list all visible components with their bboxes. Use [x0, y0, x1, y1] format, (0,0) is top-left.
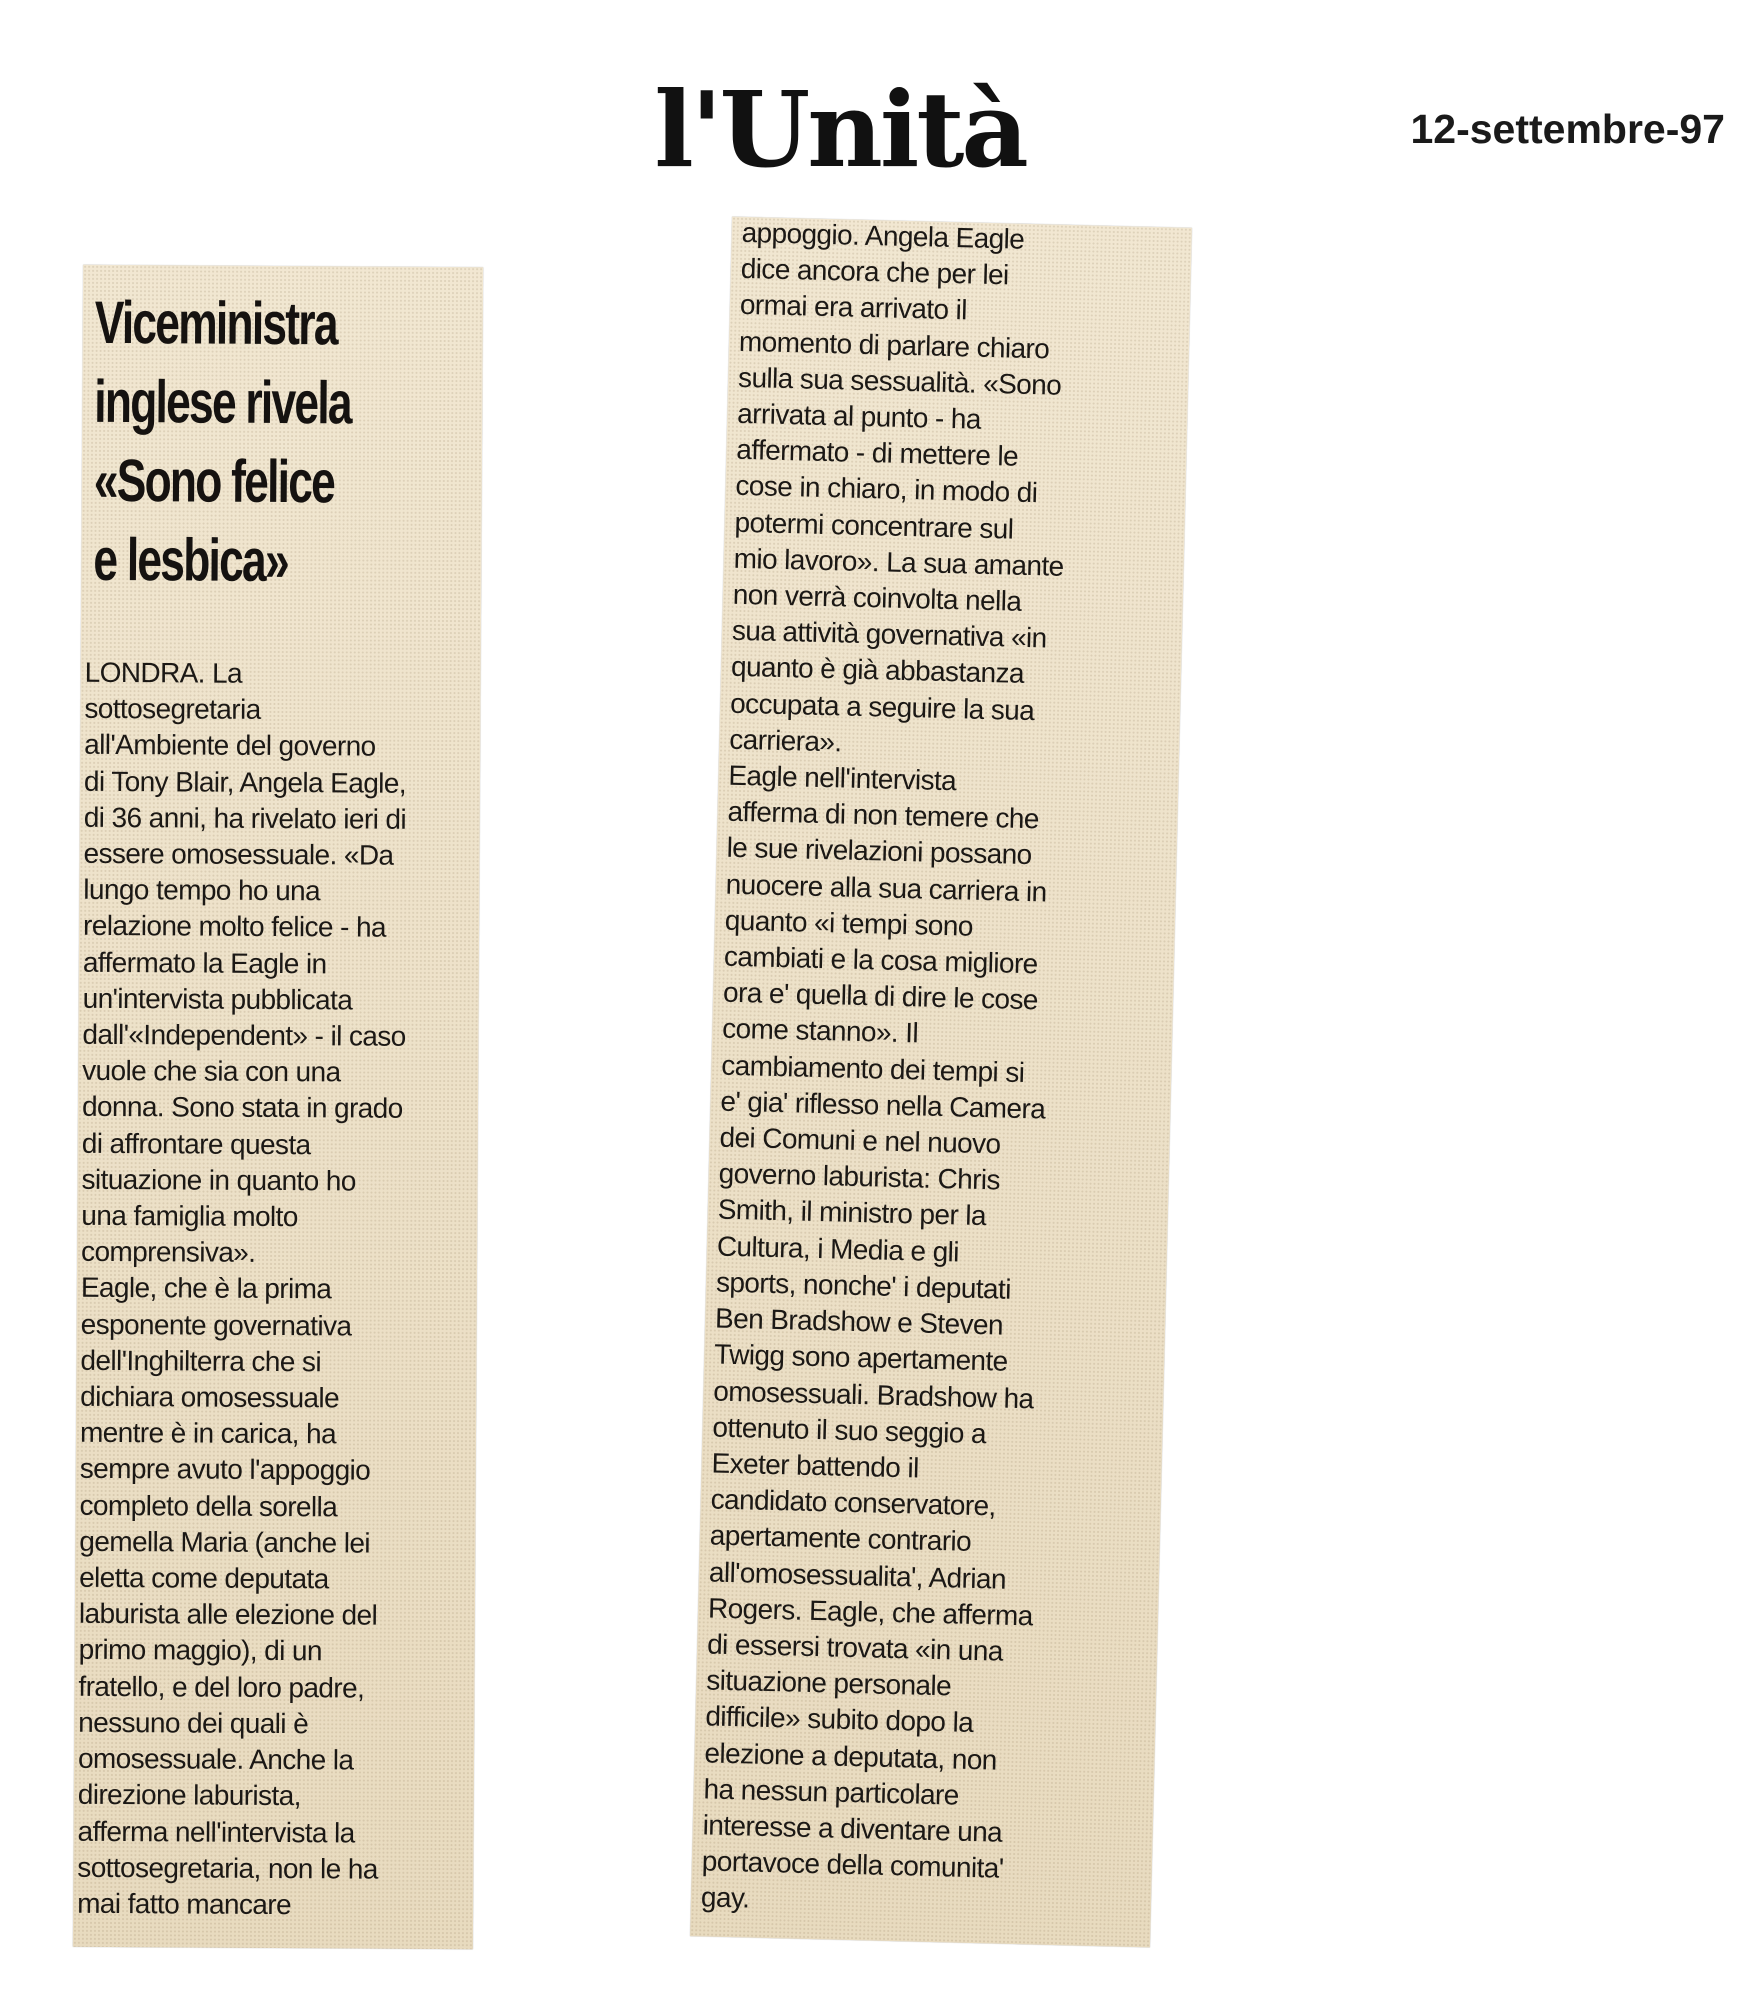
clipping-date: 12-settembre-97 [1410, 106, 1725, 152]
clipping-right-column [690, 217, 1192, 1948]
article-headline: Viceministra inglese rivela «Sono felice e lesbica» [93, 288, 352, 595]
newspaper-logo: l'Unità [654, 68, 1026, 191]
article-body-column-2: appoggio. Angela Eagle dice ancora che per lei ormai era arrivato il momento di parlare chiaro sulla sua sessualità. «Sono arrivata al punto - ha affermato - di mettere le cose in chiaro, in modo di potermi concentrare sul mio lavoro». La sua amante non verrà coinvolta nella sua attività governativa «in quanto è già abbastanza occupata a seguire la sua carriera». Eagle nell'intervista afferma di non temere che le sue rivelazioni possano nuocere alla sua carriera in quanto «i tempi sono cambiati e la cosa migliore ora e' quella di dire le cose come stanno». Il cambiamento dei tempi si e' gia' riflesso nella Camera dei Comuni e nel nuovo governo laburista: Chris Smith, il ministro per la Cultura, i Media e gli sports, nonche' i deputati Ben Bradshow e Steven Twigg sono apertamente omosessuali. Bradshow ha ottenuto il suo seggio a Exeter battendo il candidato conservatore, apertamente contrario all'omosessualita', Adrian Rogers. Eagle, che afferma di essersi trovata «in una situazione personale difficile» subito dopo la elezione a deputata, non ha nessun particolare interesse a diventare una portavoce della comunita' gay. [700, 216, 1064, 1914]
article-body-column-1: LONDRA. La sottosegretaria all'Ambiente del governo di Tony Blair, Angela Eagle, di 36 anni, ha rivelato ieri di essere omosessuale. «Da lungo tempo ho una relazione molto felice - ha affermato la Eagle in un'intervista pubblicata dall'«Independent» - il caso vuole che sia con una donna. Sono stata in grado di affrontare questa situazione in quanto ho una famiglia molto comprensiva». Eagle, che è la prima esponente governativa dell'Inghilterra che si dichiara omosessuale mentre è in carica, ha sempre avuto l'appoggio completo della sorella gemella Maria (anche lei eletta come deputata laburista alle elezione del primo maggio), di un fratello, e del loro padre, nessuno dei quali è omosessuale. Anche la direzione laburista, afferma nell'intervista la sottosegretaria, non le ha mai fatto mancare [77, 656, 407, 1921]
clipping-left-column [73, 265, 483, 1949]
